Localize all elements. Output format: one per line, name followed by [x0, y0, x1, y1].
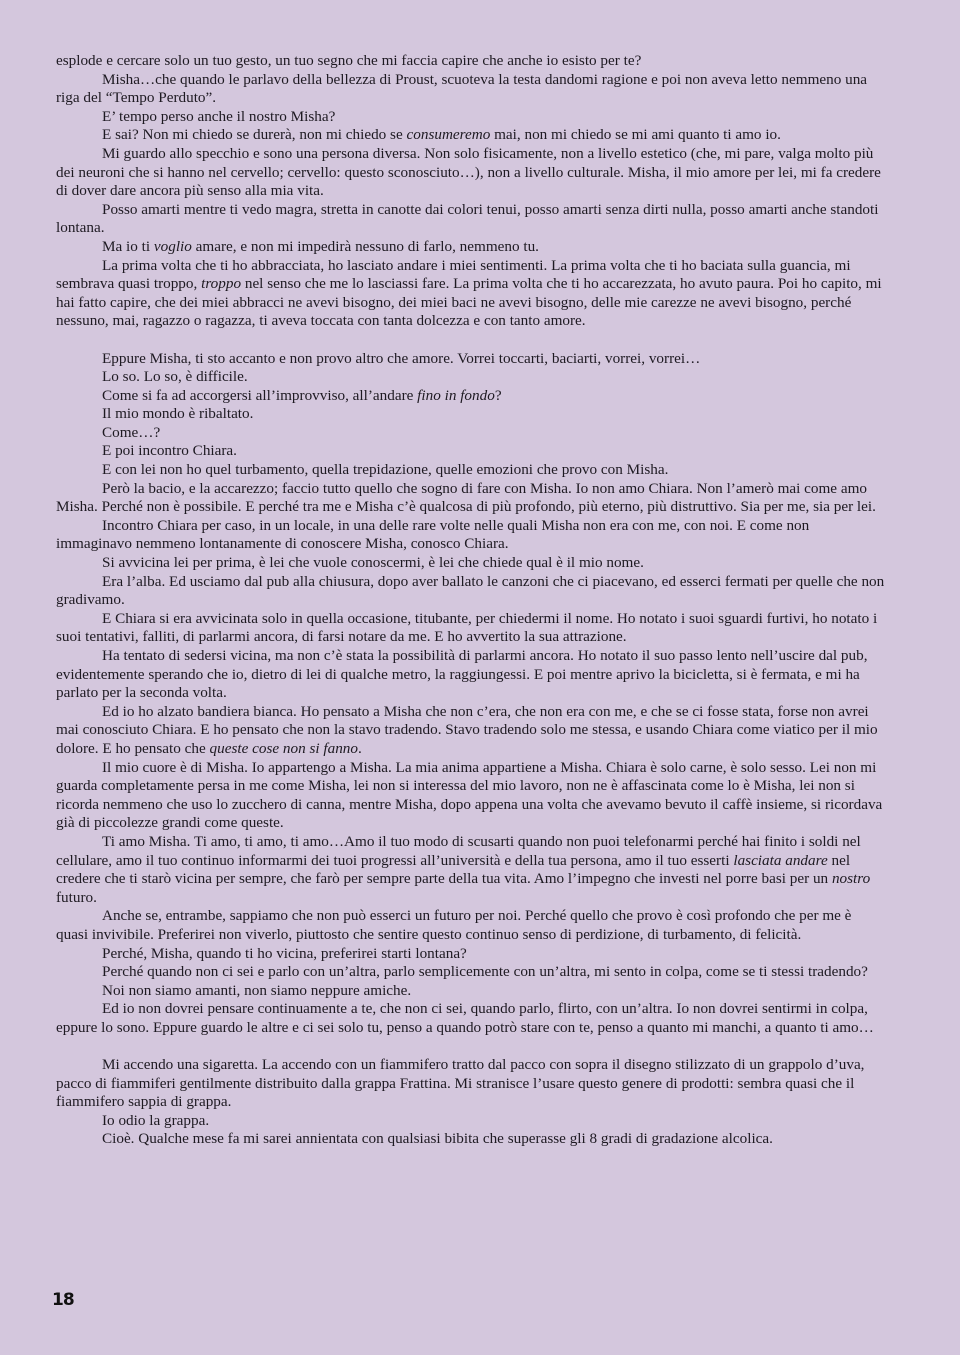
text-run: Perché quando non ci sei e parlo con un’altra, parlo semplicemente con un’altra, mi sento in colpa, come se ti stessi tradendo? [102, 963, 868, 981]
text-run: E’ tempo perso anche il nostro Misha? [102, 107, 336, 125]
text-run: Era l’alba. Ed usciamo dal pub alla chiusura, dopo aver ballato le canzoni che ci piacevano, ed esserci fermati per quelle che non gradivamo. [56, 572, 885, 609]
paragraph [56, 647, 886, 703]
italic-text: fino in fondo [417, 386, 495, 404]
text-run: futuro. [56, 888, 97, 906]
text-run: Ha tentato di sedersi vicina, ma non c’è stata la possibilità di parlarmi ancora. Ho notato il suo passo lento nell’uscire dal pub, evidentemente sperando che io, dietro di lei di qualche metro, la raggiungessi. E poi mentre aprivo la bicicletta, si è fermata, e mi ha parlato per la seconda volta. [56, 647, 868, 702]
paragraph [56, 907, 886, 944]
text-run: Misha…che quando le parlavo della bellezza di Proust, scuoteva la testa dandomi ragione e poi non aveva letto nemmeno una riga del “Tempo Perduto”. [56, 70, 868, 107]
paragraph [56, 201, 886, 238]
text-run: Però la bacio, e la accarezzo; faccio tutto quello che sogno di fare con Misha. Io non amo Chiara. Non l’amerò mai come amo Misha. Perché non è possibile. E perché tra me e Misha c’è qualcosa di più profondo, più eterno, più distruttivo. Sia per me, sia per lei. [56, 479, 876, 516]
paragraph [56, 108, 886, 127]
text-run: Anche se, entrambe, sappiamo che non può esserci un futuro per noi. Perché quello che provo è così profondo che per me è quasi invivibile. Preferirei non viverlo, piuttosto che sentire questo continuo senso di perdizione, di turbamento, di felicità. [56, 907, 852, 943]
text-run: Ti amo Misha. Ti amo, ti amo, ti amo…Amo il tuo modo di scusarti quando non puoi telefonarmi perché hai finito i soldi nel cellulare, amo il tuo continuo informarmi dei tuoi progressi all’università e della tua persona, amo il tuo esserti [56, 832, 861, 869]
text-run: nel credere che ti starò vicina per sempre, che farò per sempre parte della tua vita. Amo l’impegno che investi nel porre basi per un [56, 851, 851, 888]
paragraph [56, 554, 886, 573]
paragraph [56, 257, 886, 331]
text-run: Io odio la grappa. [102, 1111, 210, 1129]
text-run: mai, non mi chiedo se mi ami quanto ti amo io. [490, 126, 781, 144]
text-run: Il mio cuore è di Misha. Io appartengo a Misha. La mia anima appartiene a Misha. Chiara è solo carne, è solo sesso. Lei non mi guarda completamente persa in me come Misha, lei non si interessa del mio lavoro, non ne è affascinata come lo è Misha, lei non si ricorda nemmeno che uso lo zucchero di canna, mentre Misha, dopo appena una volta che avevamo bevuto il caffè insieme, si ricordava già di piccolezze grandi come queste. [56, 758, 883, 832]
text-run: Ma io ti [102, 237, 154, 255]
paragraph [56, 52, 886, 71]
text-run: Incontro Chiara per caso, in un locale, in una delle rare volte nelle quali Misha non era con me, con noi. E come non immaginavo nemmeno lontanamente di conoscere Misha, conosco Chiara. [56, 516, 810, 553]
paragraph-gap [56, 1037, 886, 1056]
paragraph [56, 387, 886, 406]
paragraph [56, 610, 886, 647]
paragraph [56, 145, 886, 201]
text-run: Eppure Misha, ti sto accanto e non provo altro che amore. Vorrei toccarti, baciarti, vorrei, vorrei… [102, 349, 701, 367]
text-run: Il mio mondo è ribaltato. [102, 405, 254, 423]
paragraph [56, 945, 886, 964]
text-run: . [358, 739, 362, 757]
paragraph [56, 573, 886, 610]
text-run: Si avvicina lei per prima, è lei che vuole conoscermi, è lei che chiede qual è il mio nome. [102, 554, 644, 572]
paragraph [56, 1056, 886, 1112]
paragraph [56, 982, 886, 1001]
text-run: La prima volta che ti ho abbracciata, ho lasciato andare i miei sentimenti. La prima volta che ti ho baciata sulla guancia, mi sembrava quasi troppo, [56, 256, 851, 293]
text-run: amare, e non mi impedirà nessuno di farlo, nemmeno tu. [191, 237, 539, 255]
text-run: Lo so. Lo so, è difficile. [102, 368, 248, 386]
paragraph [56, 442, 886, 461]
text-run: Cioè. Qualche mese fa mi sarei annientata con qualsiasi bibita che superasse gli 8 gradi di gradazione alcolica. [102, 1130, 773, 1148]
paragraph [56, 703, 886, 759]
italic-text: voglio [153, 237, 192, 255]
paragraph [56, 238, 886, 257]
paragraph [56, 1130, 886, 1149]
page-number: 18 [52, 1290, 74, 1310]
text-run: Mi accendo una sigaretta. La accendo con un fiammifero tratto dal pacco con sopra il disegno stilizzato di un grappolo d’uva, pacco di fiammiferi gentilmente distribuito dalla grappa Frattina. Mi stranisce l’usare questo genere di prodotti: sembra quasi che il fiammifero sappia di grappa. [56, 1056, 865, 1111]
text-run: Ed io ho alzato bandiera bianca. Ho pensato a Misha che non c’era, che non era con me, e che se ci fosse stata, forse non avrei mai conosciuto Chiara. E ho pensato che non la stavo tradendo. Stavo tradendo solo me stessa, e usando Chiara come viatico per il mio dolore. E ho pensato che [56, 702, 878, 757]
body-text [56, 52, 886, 1149]
paragraph [56, 350, 886, 369]
paragraph [56, 461, 886, 480]
italic-text: queste cose non si fanno [209, 739, 358, 757]
paragraph [56, 833, 886, 907]
text-run: E poi incontro Chiara. [102, 442, 237, 460]
italic-text: nostro [831, 870, 871, 888]
italic-text: lasciata andare [733, 851, 828, 869]
text-run: Perché, Misha, quando ti ho vicina, preferirei starti lontana? [102, 944, 467, 962]
paragraph [56, 424, 886, 443]
italic-text: troppo [201, 275, 242, 293]
text-run: E Chiara si era avvicinata solo in quella occasione, titubante, per chiedermi il nome. Ho notato i suoi sguardi furtivi, ho notato i suoi tentativi, falliti, di parlarmi ancora, di farsi notare da me. E ho avvertito la sua attrazione. [56, 609, 878, 646]
paragraph [56, 963, 886, 982]
text-run: Mi guardo allo specchio e sono una persona diversa. Non solo fisicamente, non a livello estetico (che, mi pare, valga molto più dei neuroni che si hanno nel cervello; cervello: questo sconosciuto…), non a livello culturale. Misha, il mio amore per lei, mi fa credere di dover dare ancora più senso alla mia vita. [56, 144, 881, 200]
text-run: E sai? Non mi chiedo se durerà, non mi chiedo se [102, 126, 407, 144]
paragraph [56, 1112, 886, 1131]
paragraph-gap [56, 331, 886, 350]
paragraph [56, 480, 886, 517]
text-run: Posso amarti mentre ti vedo magra, stretta in canotte dai colori tenui, posso amarti senza dirti nulla, posso amarti anche standoti lontana. [56, 200, 879, 237]
paragraph [56, 517, 886, 554]
text-run: Come si fa ad accorgersi all’improvviso, all’andare [102, 386, 418, 404]
text-run: E con lei non ho quel turbamento, quella trepidazione, quelle emozioni che provo con Misha. [102, 461, 669, 479]
paragraph [56, 368, 886, 387]
text-run: esplode e cercare solo un tuo gesto, un tuo segno che mi faccia capire che anche io esisto per te? [56, 52, 642, 69]
text-run: Come…? [102, 423, 161, 441]
text-run: Ed io non dovrei pensare continuamente a te, che non ci sei, quando parlo, flirto, con un’altra. Io non dovrei sentirmi in colpa, eppure lo sono. Eppure guardo le altre e ci sei solo tu, penso a quando potrò stare con te, penso a quanto mi manchi, a quanto ti amo… [56, 1000, 874, 1036]
paragraph [56, 759, 886, 833]
paragraph [56, 71, 886, 108]
text-run: ? [494, 386, 502, 404]
paragraph [56, 126, 886, 145]
paragraph [56, 405, 886, 424]
text-run: nel senso che me lo lasciassi fare. La prima volta che ti ho accarezzata, ho avuto paura. Poi ho capito, mi hai fatto capire, che dei miei abbracci ne avevi bisogno, dei miei baci ne avevi bisogno, delle mie carezze ne avevi bisogno, perché nessuno, mai, ragazzo o ragazza, ti aveva toccata con tanta dolcezza e con tanto amore. [56, 275, 882, 330]
italic-text: consumeremo [406, 126, 491, 144]
text-run: Noi non siamo amanti, non siamo neppure amiche. [102, 981, 412, 999]
paragraph [56, 1000, 886, 1037]
